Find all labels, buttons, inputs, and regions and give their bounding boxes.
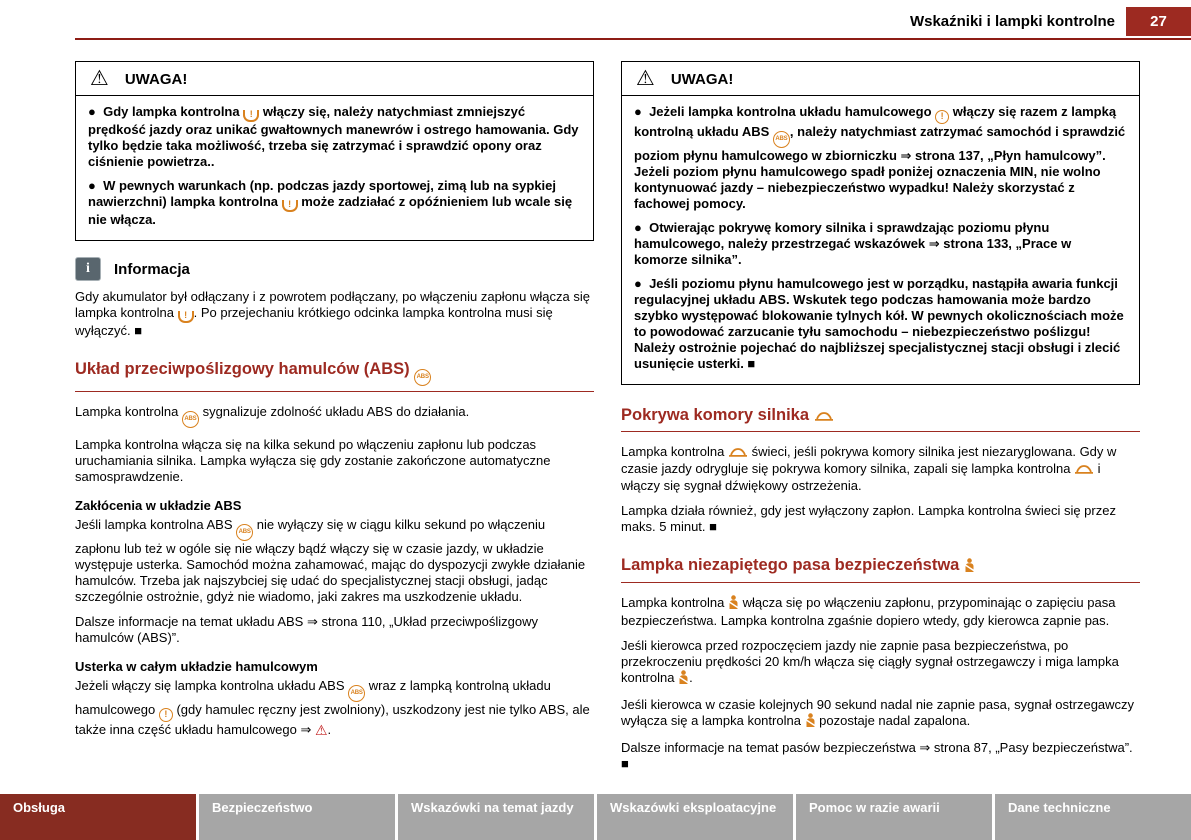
info-title: Informacja (114, 260, 190, 278)
seatbelt-warning-icon (964, 557, 975, 577)
paragraph: Lampka kontrolna włącza się po włączeniu zapłonu, przypominając o zapięciu pasa bezpieczeństwa. Lampka kontrolna zgaśnie dopiero wtedy, gdy kierowca zapnie pas. (621, 595, 1116, 628)
warning-triangle-icon: ⚠ (314, 722, 328, 738)
chapter-title: Wskaźniki i lampki kontrolne (909, 13, 1115, 30)
paragraph: Lampka kontrolna włącza się na kilka sekund po włączeniu zapłonu lub podczas uruchamiania silnika. Lampka wyłącza się gdy zostanie zakończone automatyczne samosprawdzenie. (75, 437, 551, 484)
page-number-badge: 27 (1126, 7, 1191, 36)
seatbelt-warning-icon (805, 713, 816, 731)
section-heading-seatbelt: Lampka niezapiętego pasa bezpieczeństwa (621, 555, 1140, 583)
paragraph: Lampka kontrolna świeci, jeśli pokrywa komory silnika jest niezaryglowana. Gdy w czasie jazdy odrygluje się pokrywa komory silnika, zapali się lampka kontrolna i włączy się sygnał dźwiękowy ostrzeżenia. (621, 444, 1117, 493)
footer-tab-pomoc-awarie[interactable]: Pomoc w razie awarii (796, 794, 992, 840)
warning-bullet: ● Gdy lampka kontrolna ! włączy się, należy natychmiast zmniejszyć prędkość jazdy oraz unikać gwałtownych manewrów i ostrego hamowania. Gdy tylko będzie taka możliwość, trzeba się zatrzymać i sprawdzić opony oraz ciśnienie powietrza.. (88, 104, 579, 169)
right-column (621, 61, 1140, 781)
warning-bullet: ● Jeśli poziomu płynu hamulcowego jest w porządku, nastąpiła awaria funkcji regulacyjnej układu ABS. Wskutek tego podczas hamowania może bardzo szybko występować blokowanie tylnych kół. W pewnych okolicznościach może to powodować zarzucanie tyłu samochodu – niebezpieczeństwo poślizgu! Należy ostrożnie pojechać do najbliższej specjalistycznej stacji obsługi i zlecić usunięcie usterki. ■ (634, 276, 1124, 371)
content-area (0, 40, 1191, 781)
left-column (75, 61, 594, 747)
warning-box-body (622, 96, 1139, 384)
abs-warning-icon: ABS (182, 411, 199, 428)
brake-warning-icon: ! (935, 110, 949, 124)
warning-triangle-icon: ⚠ (636, 67, 655, 90)
warning-triangle-icon: ⚠ (90, 67, 109, 90)
bonnet-open-icon (1074, 462, 1094, 478)
warning-box-title: UWAGA! (124, 70, 188, 88)
paragraph: Jeżeli włączy się lampka kontrolna układu ABS ABS wraz z lampką kontrolną układu hamulcowego ! (gdy hamulec ręczny jest zwolniony), uszkodzony jest nie tylko ABS, ale także inna część układu hamulcowego ⇒ ⚠. (75, 678, 590, 738)
subheading-abs-faults: Zakłócenia w układzie ABS (75, 498, 242, 513)
abs-warning-icon: ABS (236, 524, 253, 541)
footer-tab-wskazowki-jazdy[interactable]: Wskazówki na temat jazdy (398, 794, 594, 840)
abs-warning-icon: ABS (773, 131, 790, 148)
paragraph: Dalsze informacje na temat układu ABS ⇒ strona 110, „Układ przeciwpoślizgowy hamulców (ABS)”. (75, 614, 538, 645)
footer-nav (0, 794, 1191, 840)
info-icon: i (75, 257, 101, 281)
section-heading-abs: Układ przeciwpoślizgowy hamulców (ABS) ABS (75, 359, 594, 392)
tyre-pressure-warning-icon: ! (243, 110, 259, 122)
warning-bullet: ● Otwierając pokrywę komory silnika i sprawdzając poziomu płynu hamulcowego, należy przestrzegać wskazówek ⇒ strona 133, „Prace w komorze silnika”. (634, 220, 1072, 267)
abs-warning-icon: ABS (414, 369, 431, 386)
paragraph: Jeśli kierowca w czasie kolejnych 90 sekund nadal nie zapnie pasa, sygnał ostrzegawczy wyłącza się a lampka kontrolna pozostaje nadal zapalona. (621, 697, 1140, 731)
warning-box-header (622, 62, 1139, 96)
paragraph: Jeśli lampka kontrolna ABS ABS nie wyłączy się w ciągu kilku sekund po włączeniu zapłonu lub też w ogóle się nie włączy bądź włączy się w czasie jazdy, w układzie występuje usterka. Samochód można zahamować, mając do dyspozycji zwykłe działanie hamulców. Trzeba jak najszybciej się udać do specjalistycznej stacji obsługi, jadąc szczególnie ostrożnie, gdyż nie wiadomo, jaki zakres ma uszkodzenie układu. (75, 517, 586, 604)
seatbelt-warning-icon (678, 670, 689, 688)
info-paragraph: Gdy akumulator był odłączany i z powrotem podłączany, po włączeniu zapłonu włącza się lampka kontrolna ! . Po przejechaniu krótkiego odcinka lampka kontrolna musi się wyłączyć. ■ (75, 289, 590, 338)
section-heading-bonnet: Pokrywa komory silnika (621, 405, 1140, 432)
seatbelt-warning-icon (728, 595, 739, 613)
warning-box-header (76, 62, 593, 96)
footer-tab-obsluga[interactable]: Obsługa (0, 794, 196, 840)
paragraph: Lampka działa również, gdy jest wyłączony zapłon. Lampka kontrolna świeci się przez maks. 5 minut. ■ (621, 503, 1116, 534)
paragraph: Jeśli kierowca przed rozpoczęciem jazdy nie zapnie pasa bezpieczeństwa, po przekroczeniu prędkości 20 km/h włącza się ciągły sygnał ostrzegawczy i miga lampka kontrolna . (621, 638, 1140, 688)
page-header (0, 0, 1191, 36)
info-header (75, 257, 594, 281)
brake-warning-icon: ! (159, 708, 173, 722)
footer-tab-wskazowki-eksploatacyjne[interactable]: Wskazówki eksploatacyjne (597, 794, 793, 840)
tyre-pressure-warning-icon: ! (282, 200, 298, 212)
warning-box-left (75, 61, 594, 241)
subheading-brake-system-fault: Usterka w całym układzie hamulcowym (75, 659, 318, 674)
bonnet-open-icon (728, 445, 748, 461)
warning-bullet: ● W pewnych warunkach (np. podczas jazdy sportowej, zimą lub na sypkiej nawierzchni) lampka kontrolna ! może zadziałać z opóźnieniem lub wcale się nie włącza. (88, 178, 573, 227)
abs-warning-icon: ABS (348, 685, 365, 702)
footer-tab-dane-techniczne[interactable]: Dane techniczne (995, 794, 1191, 840)
paragraph: Dalsze informacje na temat pasów bezpieczeństwa ⇒ strona 87, „Pasy bezpieczeństwa”. ■ (621, 740, 1133, 771)
tyre-pressure-warning-icon: ! (178, 311, 194, 323)
warning-box-right (621, 61, 1140, 385)
paragraph: Lampka kontrolna ABS sygnalizuje zdolność układu ABS do działania. (75, 404, 594, 428)
bonnet-open-icon (814, 406, 834, 426)
warning-bullet: ● Jeżeli lampka kontrolna układu hamulcowego ! włączy się razem z lampką kontrolną układu ABS ABS , należy natychmiast zatrzymać samochód i sprawdzić poziom płynu hamulcowego w zbiorniczku ⇒ strona 137, „Płyn hamulcowy”. Jeżeli poziom płynu hamulcowego spadł poniżej oznaczenia MIN, nie wolno kontynuować jazdy – niebezpieczeństwo wypadku! Należy skorzystać z fachowej pomocy. (634, 104, 1126, 211)
footer-tab-bezpieczenstwo[interactable]: Bezpieczeństwo (199, 794, 395, 840)
warning-box-body (76, 96, 593, 240)
warning-box-title: UWAGA! (670, 70, 734, 88)
